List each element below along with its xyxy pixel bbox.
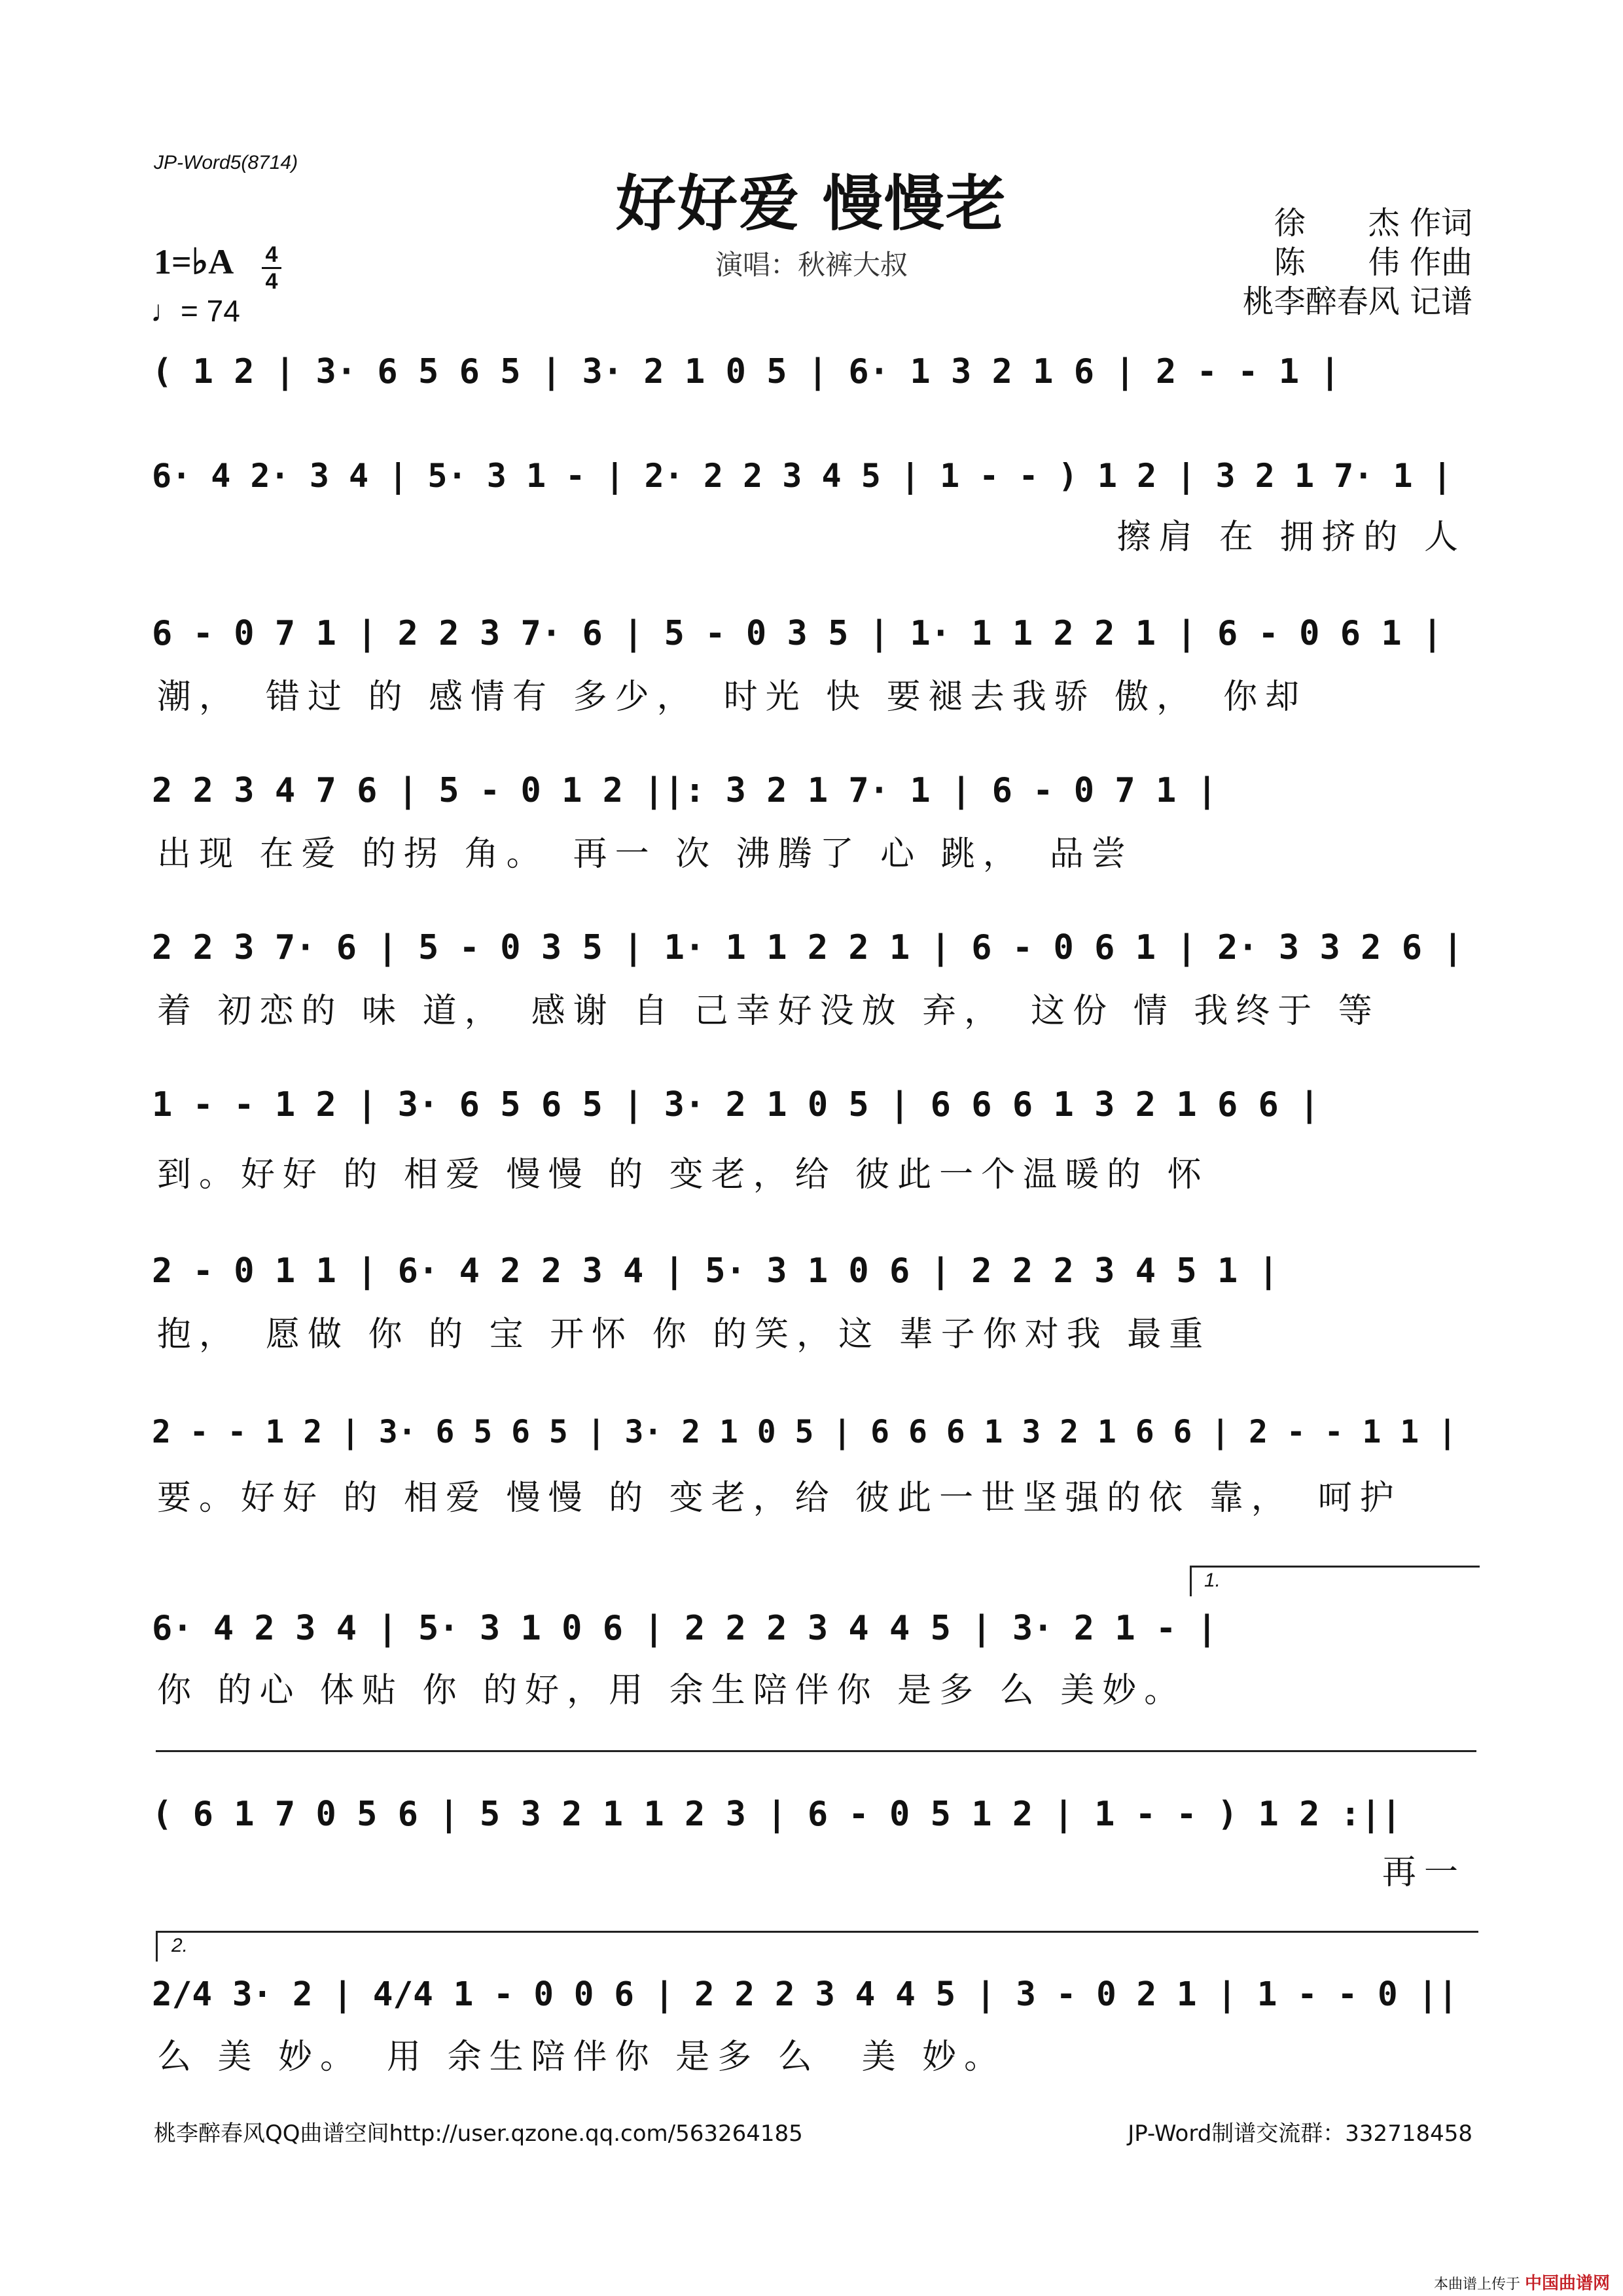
section-rule [156,1750,1476,1752]
time-signature [262,243,281,293]
notation-line-10: ( 6 1 7 0 5 6 | 5 3 2 1 1 2 3 | 6 - 0 5 1 2 | 1 - - ) 1 2 :|| [152,1795,1402,1834]
volta-label-second: 2. [171,1935,188,1956]
lyric-line-11: 么 美 妙。 用 余生陪伴你 是多 么 美 妙。 [157,2037,1007,2077]
lyric-line-2: 擦肩 在 拥挤的 人 [1116,518,1466,557]
lyric-line-7: 抱， 愿做 你 的 宝 开怀 你 的笑，这 辈子你对我 最重 [157,1315,1211,1354]
lyric-line-5: 着 初恋的 味 道， 感谢 自 己幸好没放 弃， 这份 情 我终于 等 [157,992,1380,1031]
footer-qq-group: JP-Word制谱交流群：332718458 [1128,2121,1472,2147]
notation-line-11: 2/4 3· 2 | 4/4 1 - 0 0 6 | 2 2 2 3 4 4 5 | 3 - 0 2 1 | 1 - - 0 || [152,1975,1458,2014]
composer-credit: 陈 伟 作曲 [1274,244,1472,281]
song-title: 好好爱 慢慢老 [615,168,1008,239]
lyric-line-9: 你 的心 体贴 你 的好，用 余生陪伴你 是多 么 美妙。 [157,1671,1186,1710]
lyricist-credit: 徐 杰 作词 [1274,205,1472,242]
notation-line-8: 2 - - 1 2 | 3· 6 5 6 5 | 3· 2 1 0 5 | 6 6 6 1 3 2 1 6 6 | 2 - - 1 1 | [152,1414,1457,1450]
volta-label-first: 1. [1204,1570,1221,1591]
upload-brand: 中国曲谱网 [1524,2274,1610,2293]
singer-credit: 演唱：秋裤大叔 [715,249,908,281]
notation-line-5: 2 2 3 7· 6 | 5 - 0 3 5 | 1· 1 1 2 2 1 | 6 - 0 6 1 | 2· 3 3 2 6 | [152,928,1463,967]
notation-line-6: 1 - - 1 2 | 3· 6 5 6 5 | 3· 2 1 0 5 | 6 6 6 1 3 2 1 6 6 | [152,1085,1320,1124]
key-signature: 1=♭A [154,242,234,281]
notation-line-1: ( 1 2 | 3· 6 5 6 5 | 3· 2 1 0 5 | 6· 1 3 2 1 6 | 2 - - 1 | [152,352,1340,391]
time-signature-bottom: 4 [265,269,278,294]
notation-line-3: 6 - 0 7 1 | 2 2 3 7· 6 | 5 - 0 3 5 | 1· 1 1 2 2 1 | 6 - 0 6 1 | [152,614,1443,653]
lyric-line-8: 要。好好 的 相爱 慢慢 的 变老，给 彼此一世坚强的依 靠， 呵护 [157,1479,1402,1518]
volta-bracket-second [156,1931,1478,1962]
upload-watermark [1434,2270,1610,2294]
upload-note: 本曲谱上传于 [1433,2276,1520,2293]
tempo-marking: ♩= 74 [151,294,240,328]
time-signature-top: 4 [265,242,278,267]
lyric-line-3: 潮， 错过 的 感情有 多少， 时光 快 要褪去我骄 傲， 你却 [157,677,1308,717]
volta-bracket-first [1190,1566,1480,1596]
software-tag: JP-Word5(8714) [154,152,298,173]
transcriber-credit: 桃李醉春风 记谱 [1242,283,1472,320]
lyric-line-6: 到。好好 的 相爱 慢慢 的 变老，给 彼此一个温暖的 怀 [157,1155,1209,1194]
notation-line-7: 2 - 0 1 1 | 6· 4 2 2 3 4 | 5· 3 1 0 6 | 2 2 2 3 4 5 1 | [152,1251,1279,1291]
lyric-line-4: 出现 在爱 的拐 角。 再一 次 沸腾了 心 跳， 品尝 [157,834,1133,874]
notation-line-4: 2 2 3 4 7 6 | 5 - 0 1 2 ||: 3 2 1 7· 1 | 6 - 0 7 1 | [152,771,1217,810]
notation-line-2: 6· 4 2· 3 4 | 5· 3 1 - | 2· 2 2 3 4 5 | 1 - - ) 1 2 | 3 2 1 7· 1 | [152,457,1452,495]
footer-qzone-link[interactable]: 桃李醉春风QQ曲谱空间http://user.qzone.qq.com/563264185 [154,2121,803,2147]
notation-line-9: 6· 4 2 3 4 | 5· 3 1 0 6 | 2 2 2 3 4 4 5 | 3· 2 1 - | [152,1609,1217,1648]
lyric-line-10: 再一 [1382,1853,1466,1892]
